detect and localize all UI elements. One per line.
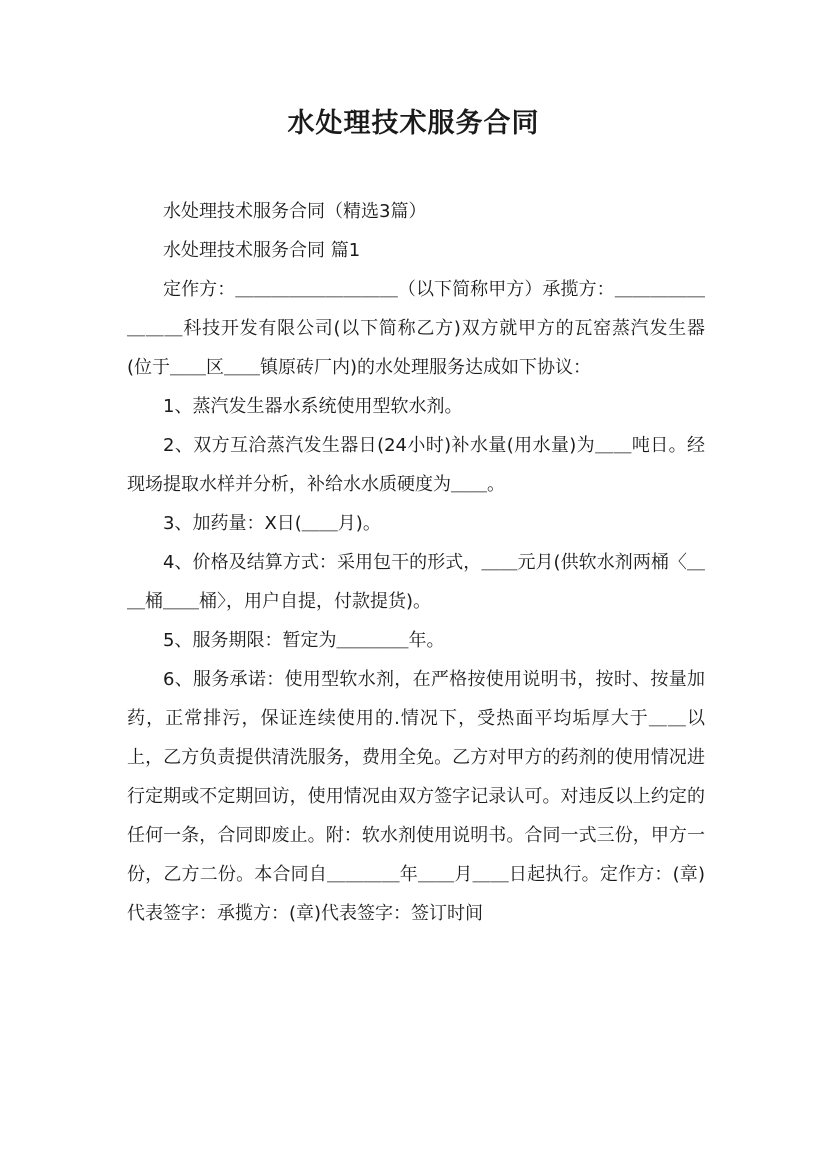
paragraph-clause-5: 5、服务期限：暂定为＿＿＿＿年。 [163,630,445,651]
paragraph-section-heading: 水处理技术服务合同 篇1 [163,240,361,261]
document-body [127,192,705,933]
document-title: 水处理技术服务合同 [287,108,540,139]
paragraph-clause-1: 1、蒸汽发生器水系统使用型软水剂。 [163,396,463,417]
paragraph-clause-6: 6、服务承诺：使用型软水剂，在严格按使用说明书，按时、按量加药，正常排污，保证连续使用的.情况下，受热面平均垢厚大于＿＿以上，乙方负责提供清洗服务，费用全免。乙方对甲方的药剂的使用情况进行定期或不定期回访，使用情况由双方签字记录认可。对违反以上约定的任何一条，合同即废止。附：软水剂使用说明书。合同一式三份，甲方一份，乙方二份。本合同自＿＿＿＿年＿＿月＿＿日起执行。定作方：(章)代表签字：承揽方：(章)代表签字：签订时间 [127,669,705,924]
paragraph-clause-2: 2、双方互洽蒸汽发生器日(24小时)补水量(用水量)为＿＿吨日。经现场提取水样并分析，补给水水质硬度为＿＿。 [127,435,705,495]
paragraph-subtitle: 水处理技术服务合同（精选3篇） [163,201,427,222]
paragraph-clause-3: 3、加药量：X日(＿＿月)。 [163,513,381,534]
paragraph-clause-4: 4、价格及结算方式：采用包干的形式，＿＿元月(供软水剂两桶〈＿＿桶＿＿桶〉，用户自提，付款提货)。 [127,552,705,612]
paragraph-parties: 定作方：＿＿＿＿＿＿＿＿＿（以下简称甲方）承揽方：＿＿＿＿＿＿＿＿科技开发有限公司(以下简称乙方)双方就甲方的瓦窑蒸汽发生器(位于＿＿区＿＿镇原砖厂内)的水处理服务达成如下协议： [127,279,705,378]
